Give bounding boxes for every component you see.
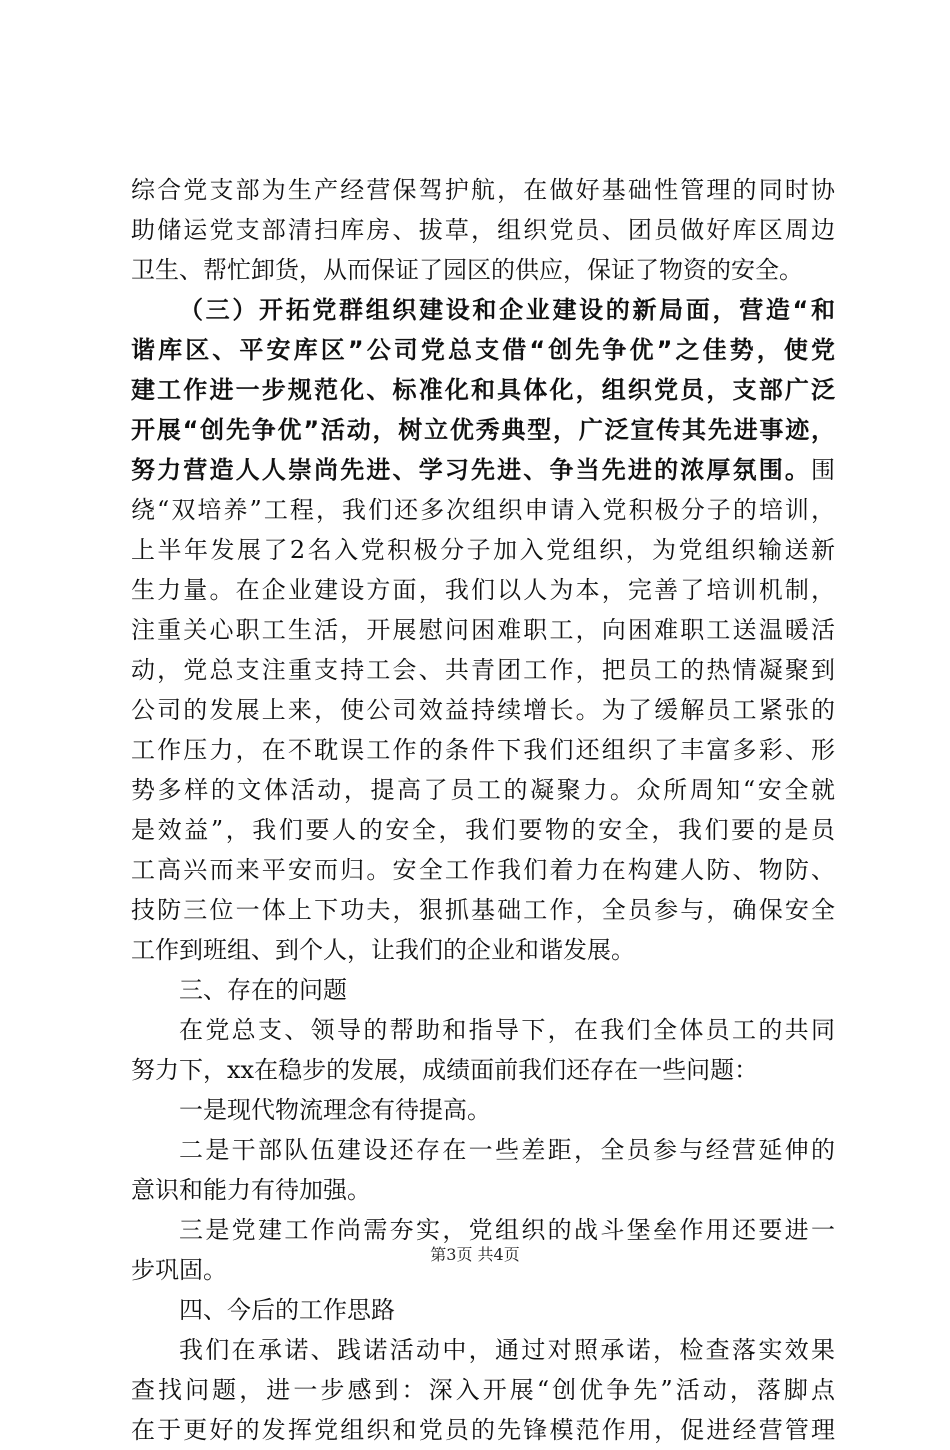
text-line: 谐库区、平安库区”公司党总支借“创先争优”之佳势，使党 [131, 336, 835, 364]
text-line: 意识和能力有待加强。 [131, 1176, 371, 1204]
text-line: 三是党建工作尚需夯实，党组织的战斗堡垒作用还要进一 [179, 1216, 835, 1244]
text-line [131, 450, 835, 490]
text-line: 建工作进一步规范化、标准化和具体化，组织党员，支部广泛 [131, 376, 835, 404]
text-line: 绕“双培养”工程，我们还多次组织申请入党积极分子的培训， [131, 496, 835, 524]
text-line: 动，党总支注重支持工会、共青团工作，把员工的热情凝聚到 [131, 656, 835, 684]
bold-text: 努力营造人人崇尚先进、学习先进、争当先进的浓厚氛围。 [131, 456, 811, 484]
text-line: 工作到班组、到个人，让我们的企业和谐发展。 [131, 936, 635, 964]
text-line: 势多样的文体活动，提高了员工的凝聚力。众所周知“安全就 [131, 776, 835, 804]
text-line: 公司的发展上来，使公司效益持续增长。为了缓解员工紧张的 [131, 696, 835, 724]
text-line: 努力下，xx在稳步的发展，成绩面前我们还存在一些问题： [131, 1056, 759, 1084]
text-line: 工高兴而来平安而归。安全工作我们着力在构建人防、物防、 [131, 856, 835, 884]
text-line: 技防三位一体上下功夫，狠抓基础工作，全员参与，确保安全 [131, 896, 835, 924]
text-line: 上半年发展了2名入党积极分子加入党组织，为党组织输送新 [131, 536, 835, 564]
page-footer: 第3页 共4页 [430, 1245, 520, 1264]
text-line: 查找问题，进一步感到：深入开展“创优争先”活动，落脚点 [131, 1376, 835, 1404]
text-line: 三、存在的问题 [179, 976, 347, 1004]
text-line: 是效益”，我们要人的安全，我们要物的安全，我们要的是员 [131, 816, 835, 844]
text-line: 在于更好的发挥党组织和党员的先锋模范作用，促进经营管理 [131, 1416, 835, 1444]
text-line: 开展“创先争优”活动，树立优秀典型，广泛宣传其先进事迹， [131, 416, 835, 444]
normal-text: 围 [811, 456, 835, 484]
text-line: 我们在承诺、践诺活动中，通过对照承诺，检查落实效果 [179, 1336, 835, 1364]
text-line: 四、今后的工作思路 [179, 1296, 395, 1324]
text-line: 二是干部队伍建设还存在一些差距，全员参与经营延伸的 [179, 1136, 835, 1164]
text-line: 步巩固。 [131, 1256, 227, 1284]
text-line: （三）开拓党群组织建设和企业建设的新局面，营造“和 [179, 296, 835, 324]
text-line: 一是现代物流理念有待提高。 [179, 1096, 491, 1124]
text-line: 卫生、帮忙卸货，从而保证了园区的供应，保证了物资的安全。 [131, 256, 803, 284]
text-line: 助储运党支部清扫库房、拔草，组织党员、团员做好库区周边 [131, 216, 835, 244]
text-line: 工作压力，在不耽误工作的条件下我们还组织了丰富多彩、形 [131, 736, 835, 764]
text-line: 在党总支、领导的帮助和指导下，在我们全体员工的共同 [179, 1016, 835, 1044]
text-line: 生力量。在企业建设方面，我们以人为本，完善了培训机制， [131, 576, 835, 604]
text-line: 注重关心职工生活，开展慰问困难职工，向困难职工送温暖活 [131, 616, 835, 644]
text-line: 综合党支部为生产经营保驾护航，在做好基础性管理的同时协 [131, 176, 835, 204]
